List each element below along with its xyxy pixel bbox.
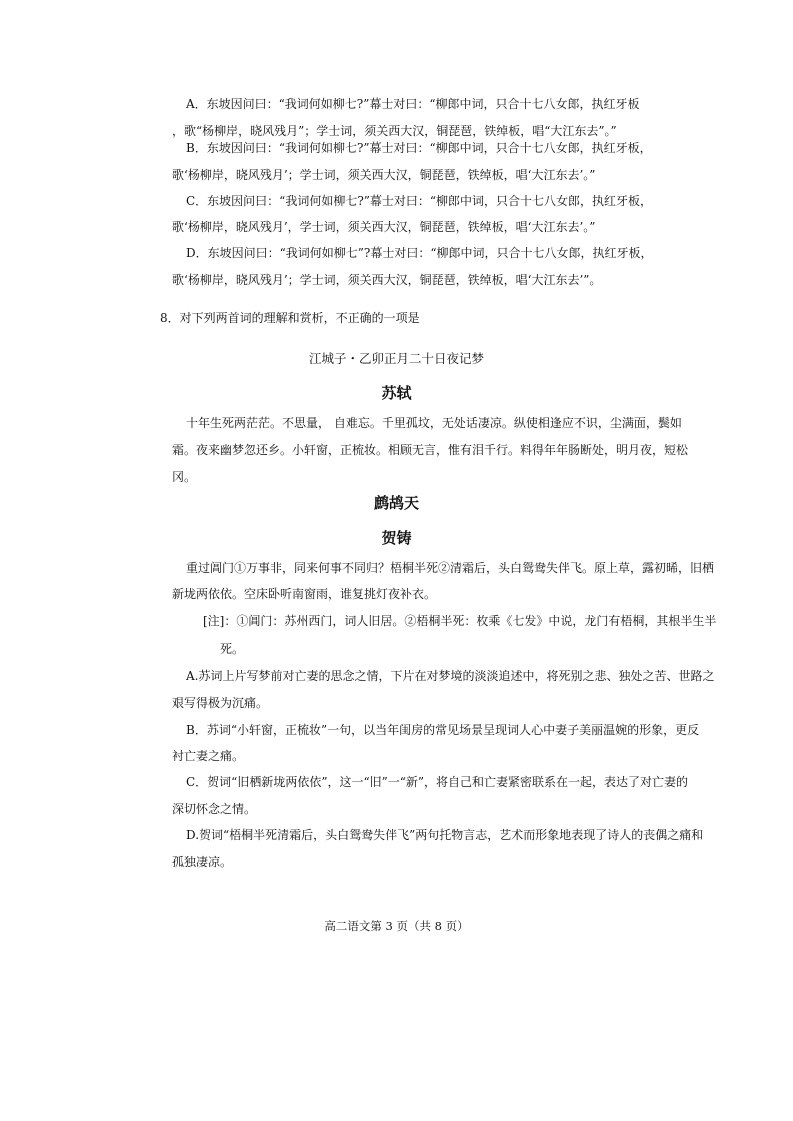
option-b-line2: 歌‘杨柳岸，晓风残月’；学士词，须关西大汉，铜琵琶，铁绰板，唱‘大江东去’。”: [172, 168, 596, 182]
poem1-line1: 十年生死两茫茫。不思量， 自难忘。千里孤坟，无处话凄凉。纵使相逢应不识，尘满面，鬓如: [186, 416, 682, 430]
poem2-note-line2: 死。: [220, 642, 245, 656]
answer-a-line1: A.苏词上片写梦前对亡妻的思念之情，下片在对梦境的淡淡追述中，将死别之悲、独处之苦、世路之: [186, 669, 715, 683]
option-d-line1: D．东坡因问曰：“我词何如柳七”?幕士对曰：“柳郎中词，只合十七八女郎，执红牙板，: [186, 246, 653, 260]
poem2-note-line1: [注]：①阊门：苏州西门，词人旧居。②梧桐半死：枚乘《七发》中说，龙门有梧桐，其根半生半: [203, 614, 717, 628]
page-footer: 高二语文第 3 页（共 8 页）: [324, 919, 469, 933]
option-c-line2: 歌‘杨柳岸，晓风残月’，学士词，须关西大汉，铜琵琶，铁绰板，唱‘大江东去’。”: [172, 220, 596, 234]
poem2-title: 鹧鸪天: [373, 494, 419, 512]
poem2-line2: 新垅两依依。空床卧听南窗雨，谁复挑灯夜补衣。: [172, 587, 437, 601]
option-b-line1: B．东坡因问曰：“我词何如柳七?”幕士对曰：“柳郎中词，只合十七八女郎，执红牙板，: [186, 141, 652, 155]
poem1-title: 江城子・乙卯正月二十日夜记梦: [308, 351, 484, 366]
question-8: 8．对下列两首词的理解和赏析，不正确的一项是: [160, 311, 420, 325]
option-a-line1: A．东坡因问曰：“我词何如柳七?”幕士对曰：“柳郎中词，只合十七八女郎，执红牙板: [186, 97, 640, 111]
poem2-author: 贺铸: [381, 529, 412, 547]
answer-c-line2: 深切怀念之情。: [172, 802, 257, 816]
option-c-line1: C．东坡因问曰：“我词何如柳七?”幕士对曰：“柳郎中词，只合十七八女郎，执红牙板，: [186, 194, 653, 208]
option-a-line2: ，歌“杨柳岸，晓风残月”；学士词，须关西大汉，铜琵琶，铁绰板，唱“大江东去”。”: [172, 124, 617, 138]
poem1-line2: 霜。夜来幽梦忽还乡。小轩窗，正梳妆。相顾无言，惟有泪千行。料得年年肠断处，明月夜，短松: [172, 443, 689, 457]
poem1-author: 苏轼: [381, 384, 412, 402]
answer-d-line1: D.贺词“梧桐半死清霜后，头白鸳鸯失伴飞”两句托物言志，艺术而形象地表现了诗人的丧偶之痛和: [186, 828, 704, 842]
answer-b-line2: 衬亡妻之痛。: [172, 749, 245, 763]
answer-a-line2: 艰写得极为沉痛。: [172, 696, 269, 710]
answer-d-line2: 孤独凄凉。: [172, 855, 233, 869]
answer-c-line1: C．贺词“旧栖新垅两依依”，这一“旧”一“新”，将自己和亡妻紧密联系在一起，表达了对亡妻的: [186, 775, 688, 789]
option-d-line2: 歌‘杨柳岸，晓风残月’；学士词，须关西大汉，铜琵琶，铁绰板，唱‘大江东去’”。: [172, 273, 602, 287]
poem2-line1: 重过阊门①万事非，同来何事不同归？梧桐半死②清霜后，头白鸳鸯失伴飞。原上草，露初晞，旧栖: [186, 561, 715, 575]
poem1-line3: 冈。: [172, 470, 197, 484]
answer-b-line1: B．苏词“小轩窗，正梳妆”一句，以当年闺房的常见场景呈现词人心中妻子美丽温婉的形象，更反: [186, 723, 700, 737]
